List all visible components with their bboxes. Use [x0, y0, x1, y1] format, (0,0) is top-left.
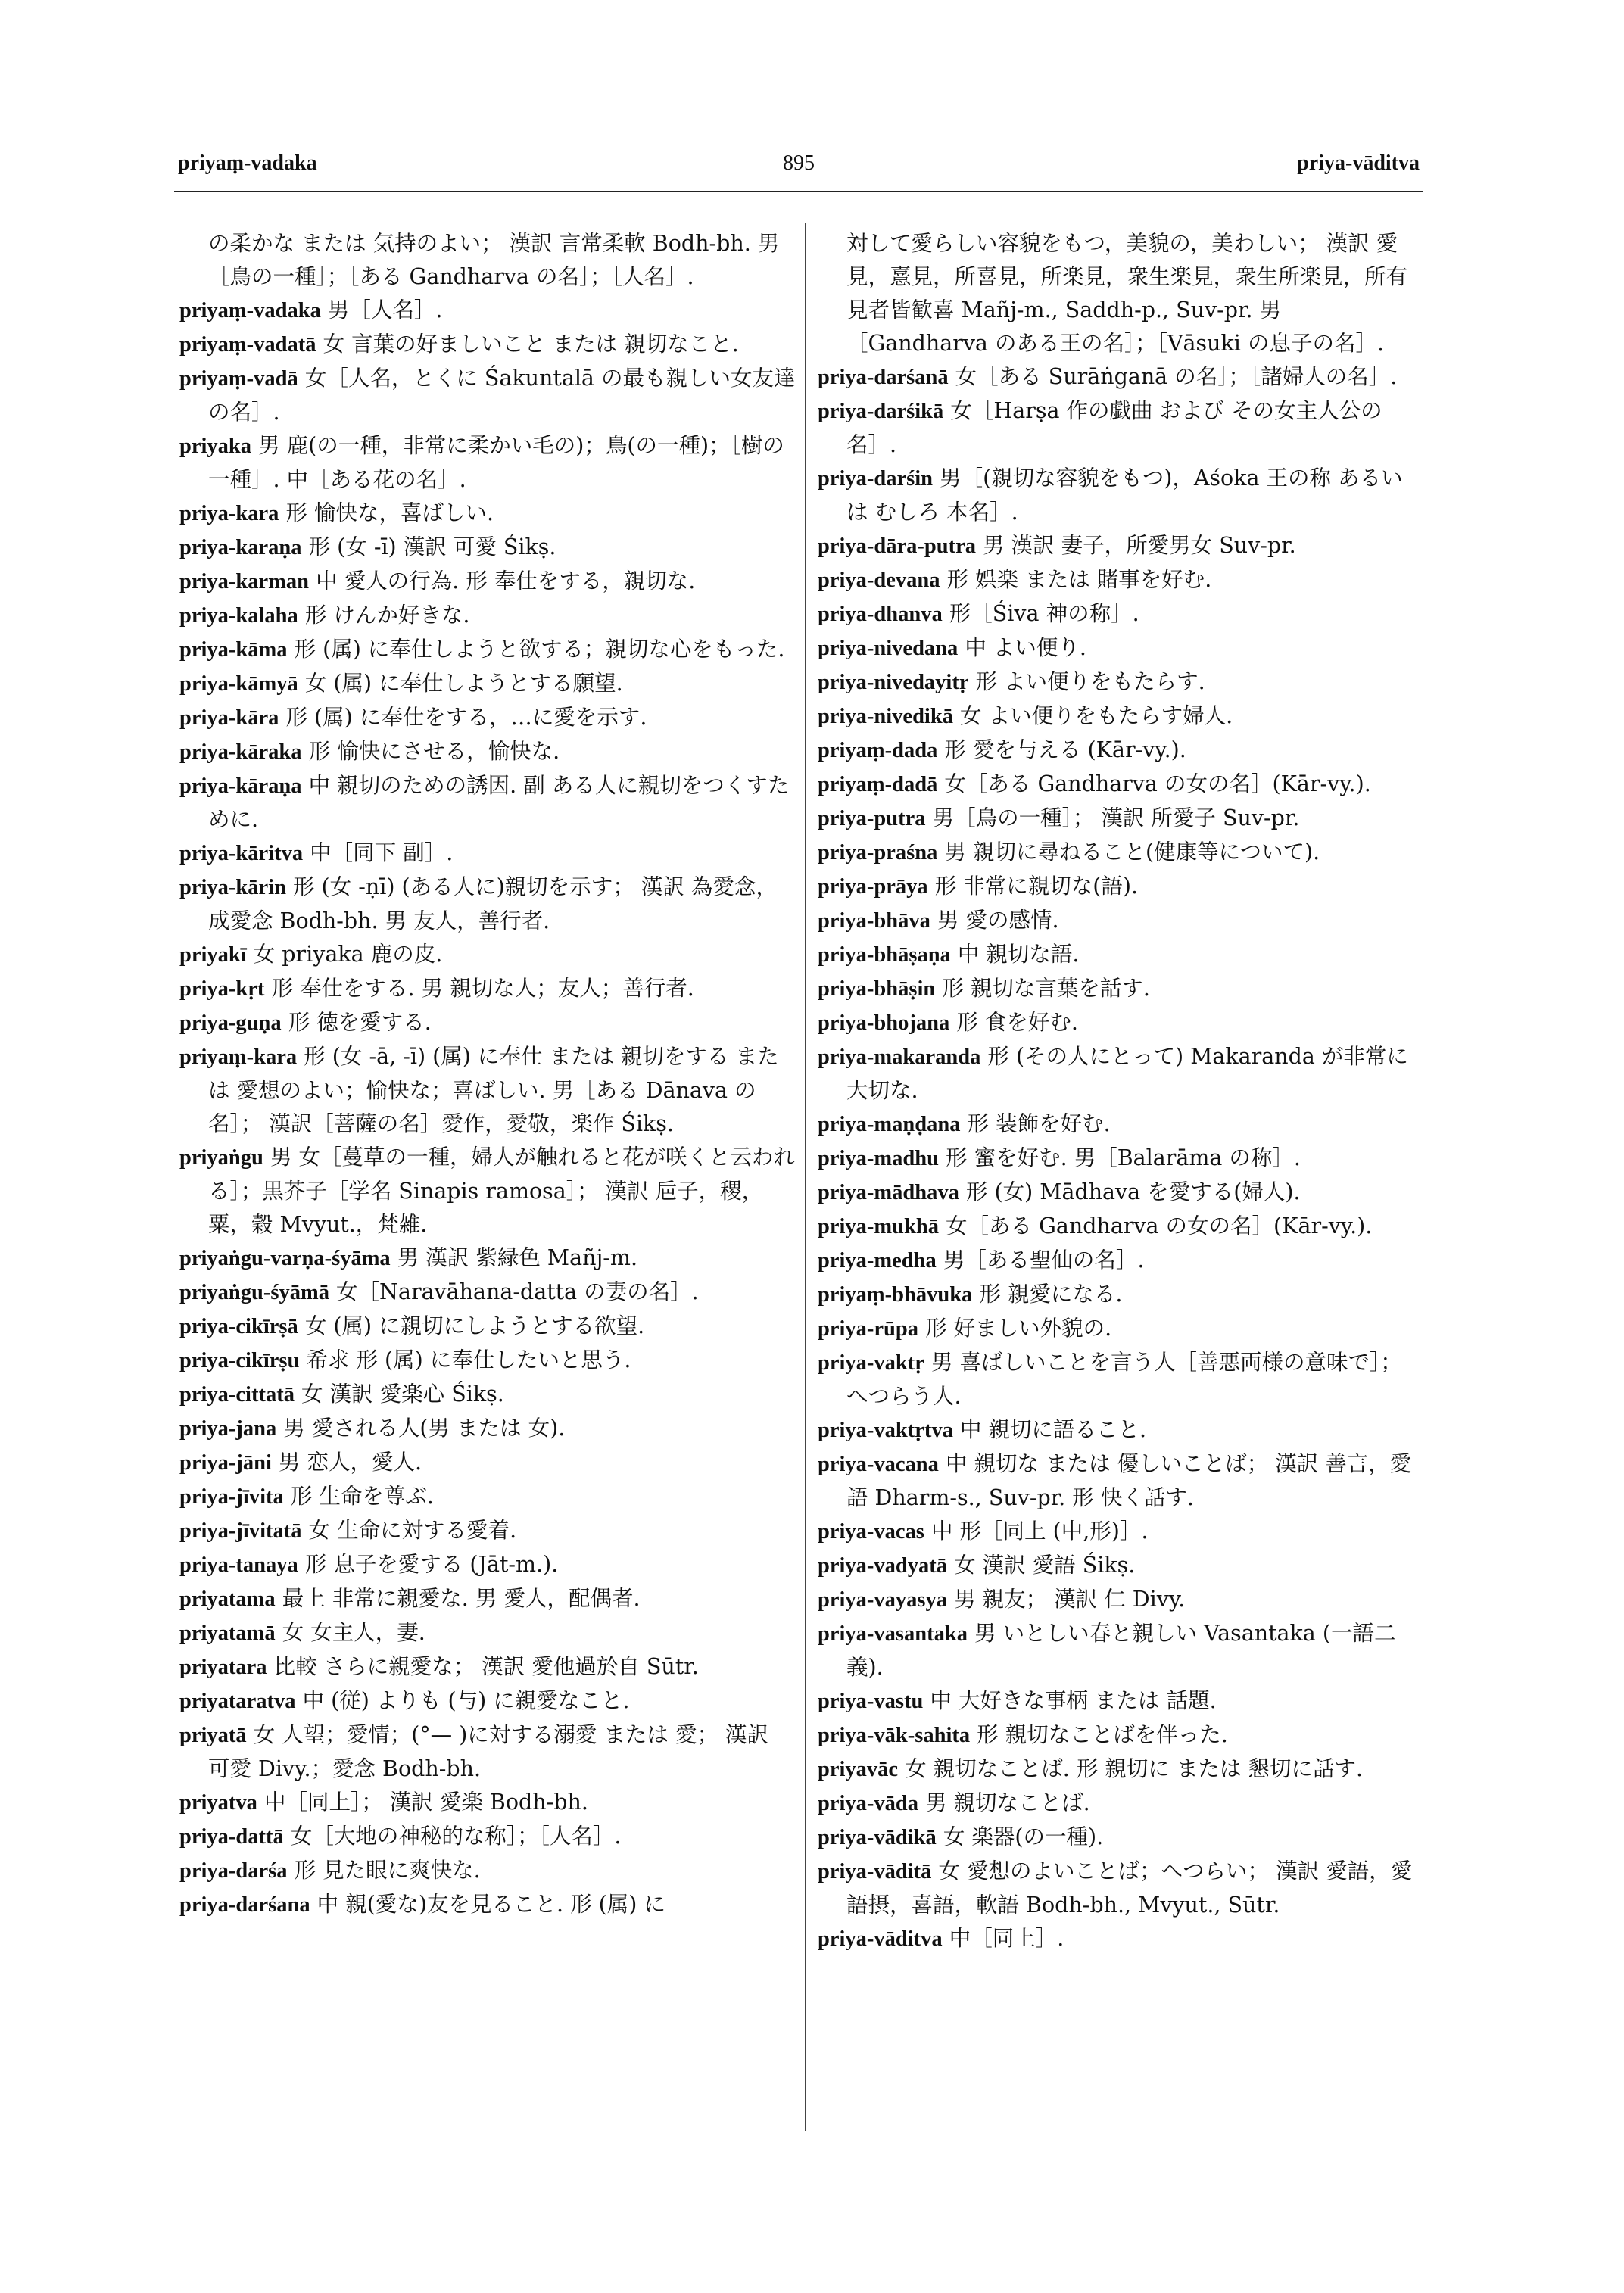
entry-headword: priya-vaktṛ — [818, 1351, 924, 1375]
dictionary-entry — [179, 1276, 796, 1310]
entry-headword: priya-jana — [179, 1417, 277, 1441]
dictionary-entry — [818, 1413, 1420, 1447]
dictionary-entry — [179, 1718, 796, 1786]
entry-definition: 形 好ましい外貌の. — [925, 1316, 1112, 1341]
entry-headword: priya-karaṇa — [179, 536, 302, 559]
running-head-right: priya-vāditva — [1297, 151, 1420, 175]
entry-headword: priya-mukhā — [818, 1215, 939, 1238]
entry-definition: 形 (女 -ā, -ī) (属) に奉仕 または 親切をする または 愛想のよい；愉快な；喜ばしい. 男［ある Dānava の名］； 漢訳［菩薩の名］愛作，愛敬，楽作 Śikṣ. — [208, 1044, 779, 1136]
dictionary-entry — [818, 563, 1420, 597]
entry-definition: 男 恋人，愛人. — [278, 1450, 422, 1475]
dictionary-entry — [818, 904, 1420, 938]
dictionary-entry — [818, 938, 1420, 972]
entry-definition: 男［ある聖仙の名］. — [943, 1248, 1145, 1273]
entry-definition: 女 女主人，妻. — [282, 1620, 425, 1645]
dictionary-entry — [179, 1514, 796, 1548]
entry-definition: 男［人名］. — [327, 298, 443, 322]
entry-definition: 形 見た眼に爽快な. — [294, 1858, 481, 1883]
dictionary-entry — [818, 1346, 1420, 1413]
entry-headword: priyaṃ-dada — [818, 739, 938, 762]
entry-headword: priyaṃ-dadā — [818, 773, 938, 796]
entry-definition: 中 よい便り. — [965, 635, 1086, 660]
dictionary-entry — [179, 633, 796, 667]
dictionary-entry — [179, 769, 796, 837]
entry-definition: 男 親友； 漢訳 仁 Divy. — [954, 1587, 1186, 1612]
entry-headword: priya-kāraṇa — [179, 774, 302, 798]
entry-headword: priya-cikīrṣā — [179, 1315, 298, 1338]
entry-headword: priya-vaktṛtva — [818, 1419, 953, 1442]
entry-headword: priya-jāni — [179, 1451, 272, 1475]
entry-definition: 中 (従) よりも (与) に親愛なこと. — [302, 1688, 630, 1713]
dictionary-entry — [818, 1855, 1420, 1922]
running-head — [178, 151, 1420, 186]
entry-definition: 女［Naravāhana-datta の妻の名］. — [336, 1279, 699, 1304]
entry-definition: 最上 非常に親愛な. 男 愛人，配偶者. — [282, 1586, 641, 1611]
entry-headword: priya-nivedikā — [818, 705, 953, 728]
dictionary-entry — [179, 1006, 796, 1040]
entry-headword: priya-bhojana — [818, 1011, 950, 1035]
entry-definition: 中 親切な または 優しいことば； 漢訳 善言，愛語 Dharm-s., Suv-pr. 形 快く話す. — [846, 1451, 1412, 1510]
entry-definition: 男 喜ばしいことを言う人［善悪両様の意味で］；へつらう人. — [846, 1350, 1402, 1409]
entry-definition: 形 愛を与える (Kār-vy.). — [944, 737, 1186, 762]
entry-definition: 形 奉仕をする. 男 親切な人；友人；善行者. — [271, 976, 694, 1001]
entry-headword: priya-guṇa — [179, 1011, 282, 1035]
entry-headword: priya-vāditva — [818, 1927, 943, 1951]
entry-definition: 形 愉快にさせる，愉快な. — [308, 739, 560, 764]
entry-definition: 男 女［蔓草の一種，婦人が触れると花が咲くと云われる］；黒芥子［学名 Sinapis ramosa］； 漢訳 巵子，稷，粟，穀 Mvyut.，梵雑. — [208, 1145, 795, 1237]
dictionary-entry — [818, 462, 1420, 529]
page-number: 895 — [783, 151, 815, 175]
entry-definition: 男 愛の感情. — [937, 908, 1059, 933]
dictionary-entry — [818, 394, 1420, 462]
dictionary-entry — [818, 768, 1420, 802]
entry-definition: 形 食を好む. — [956, 1010, 1078, 1035]
entry-headword: priya-rūpa — [818, 1317, 919, 1341]
entry-definition: 中 愛人の行為. 形 奉仕をする，親切な. — [316, 569, 696, 594]
entry-definition: 女［ある Surāṅganā の名］；［諸婦人の名］. — [955, 364, 1398, 389]
entry-definition: 形 (属) に奉仕しようと欲する；親切な心をもった. — [294, 637, 785, 662]
dictionary-entry — [179, 1040, 796, 1141]
entry-headword: priya-darśa — [179, 1859, 288, 1883]
dictionary-entry — [818, 1142, 1420, 1176]
entry-definition: 中 親切のための誘因. 副 ある人に親切をつくすために. — [208, 773, 790, 832]
dictionary-entry — [818, 1718, 1420, 1752]
dictionary-entry — [179, 972, 796, 1006]
entry-definition: 女 愛想のよいことば；へつらい； 漢訳 愛語，愛語摂，喜語，軟語 Bodh-bh., Mvyut., Sūtr. — [846, 1858, 1413, 1918]
entry-definition: 中 親切に語ること. — [959, 1417, 1147, 1442]
dictionary-entry — [818, 1006, 1420, 1040]
dictionary-entry — [179, 1650, 796, 1684]
entry-headword: priya-vastu — [818, 1690, 924, 1713]
dictionary-entry — [179, 429, 796, 497]
entry-definition: 中 親切な語. — [957, 942, 1080, 967]
entry-headword: priya-tanaya — [179, 1553, 298, 1577]
entry-definition: 男 漢訳 妻子，所愛男女 Suv-pr. — [983, 533, 1296, 558]
entry-headword: priya-darśikā — [818, 400, 944, 423]
entry-headword: priyaṅgu-śyāmā — [179, 1281, 329, 1304]
dictionary-entry — [179, 701, 796, 735]
dictionary-entry — [818, 665, 1420, 699]
entry-headword: priyatamā — [179, 1622, 276, 1645]
entry-headword: priya-vadyatā — [818, 1554, 947, 1578]
dictionary-entry — [818, 1752, 1420, 1787]
entry-headword: priyaṃ-vadatā — [179, 333, 316, 357]
entry-definition: 男 いとしい春と親しい Vasantaka (一語二義). — [846, 1621, 1396, 1680]
entry-headword: priya-praśna — [818, 841, 938, 865]
entry-definition: 中 形［同上 (中,形)］. — [930, 1519, 1149, 1544]
entry-headword: priya-kāma — [179, 638, 288, 662]
dictionary-entry — [818, 529, 1420, 563]
entry-headword: priya-vacana — [818, 1453, 939, 1476]
dictionary-entry — [818, 734, 1420, 768]
dictionary-entry — [179, 294, 796, 328]
dictionary-entry — [818, 1040, 1420, 1108]
dictionary-entry — [818, 1108, 1420, 1142]
entry-headword: priya-darśana — [179, 1893, 310, 1917]
dictionary-entry — [179, 1854, 796, 1888]
entry-definition: 女［ある Gandharva の女の名］(Kār-vy.). — [944, 771, 1371, 796]
entry-definition: 女 親切なことば. 形 親切に または 懇切に話す. — [905, 1756, 1364, 1781]
dictionary-entry — [818, 1922, 1420, 1956]
entry-definition: 男［(親切な容貌をもつ)，Aśoka 王の称 あるいは むしろ 本名］. — [846, 466, 1403, 525]
dictionary-entry — [818, 1549, 1420, 1583]
dictionary-entry — [179, 1412, 796, 1446]
dictionary-entry — [179, 938, 796, 972]
entry-definition: 形 (女 -ṇī) (ある人に)親切を示す； 漢訳 為愛念，成愛念 Bodh-bh. 男 友人，善行者. — [208, 874, 778, 933]
entry-definition: 中［同上］. — [949, 1926, 1064, 1951]
entry-headword: priyaka — [179, 435, 252, 458]
entry-headword: priya-madhu — [818, 1147, 939, 1170]
dictionary-entry — [818, 631, 1420, 665]
entry-definition: 女［大地の神秘的な称］；［人名］. — [290, 1824, 622, 1849]
entry-definition: 形 蜜を好む. 男［Balarāma の称］. — [946, 1145, 1301, 1170]
entry-definition: 女 (属) に奉仕しようとする願望. — [304, 671, 623, 696]
dictionary-entry — [179, 735, 796, 769]
entry-definition: 形 (女 -ī) 漢訳 可愛 Śikṣ. — [308, 534, 556, 559]
left-column — [179, 227, 796, 1922]
entry-definition: 比較 さらに親愛な； 漢訳 愛他過於自 Sūtr. — [273, 1654, 699, 1679]
entry-headword: priya-kārin — [179, 876, 286, 899]
entry-definition: 形 娯楽 または 賭事を好む. — [946, 567, 1212, 592]
dictionary-entry — [818, 597, 1420, 631]
dictionary-entry — [818, 1278, 1420, 1312]
entry-headword: priya-kṛt — [179, 977, 265, 1001]
entry-headword: priyaṃ-kara — [179, 1045, 298, 1069]
entry-headword: priya-nivedayitṛ — [818, 671, 969, 694]
dictionary-entry — [818, 802, 1420, 836]
dictionary-entry — [818, 1312, 1420, 1346]
dictionary-entry — [818, 836, 1420, 870]
entry-definition: 女［人名，とくに Śakuntalā の最も親しい女友達の名］. — [208, 366, 796, 425]
entry-definition: 形 非常に親切な(語). — [934, 874, 1139, 899]
entry-definition: 形 愉快な，喜ばしい. — [285, 500, 494, 525]
entry-definition: 男 鹿(の一種，非常に柔かい毛の)；鳥(の一種)；［樹の一種］. 中［ある花の名］. — [208, 433, 784, 492]
entry-headword: priya-prāya — [818, 875, 928, 899]
entry-definition: 中 大好きな事柄 または 話題. — [930, 1688, 1217, 1713]
entry-definition: 女 priyaka 鹿の皮. — [253, 942, 443, 967]
dictionary-entry — [818, 699, 1420, 734]
dictionary-entry — [818, 1176, 1420, 1210]
entry-headword: priya-makaranda — [818, 1045, 981, 1069]
entry-headword: priya-bhāva — [818, 909, 930, 933]
entry-headword: priya-karman — [179, 570, 309, 594]
entry-headword: priya-bhāṣaṇa — [818, 943, 951, 967]
entry-headword: priyaṅgu-varṇa-śyāma — [179, 1247, 391, 1270]
entry-headword: priyaṅgu — [179, 1146, 263, 1170]
entry-headword: priyaṃ-vadaka — [179, 299, 321, 322]
dictionary-entry — [818, 1244, 1420, 1278]
column-divider — [805, 223, 806, 2131]
dictionary-entry — [818, 227, 1420, 360]
entry-definition: 男 親切なことば. — [925, 1790, 1090, 1815]
dictionary-entry — [818, 1583, 1420, 1617]
dictionary-entry — [818, 1617, 1420, 1684]
entry-definition: 女 よい便りをもたらす婦人. — [960, 703, 1233, 728]
entry-headword: priyataratva — [179, 1690, 296, 1713]
entry-definition: 形 (女) Mādhava を愛する(婦人). — [965, 1179, 1301, 1204]
dictionary-entry — [179, 1888, 796, 1922]
dictionary-entry — [179, 497, 796, 531]
dictionary-entry — [179, 1446, 796, 1480]
entry-headword: priya-devana — [818, 569, 940, 592]
entry-definition: 女［ある Gandharva の女の名］(Kār-vy.). — [946, 1213, 1373, 1238]
entry-definition: 形［Śiva 神の称］. — [949, 601, 1139, 626]
entry-definition: 形 徳を愛する. — [288, 1010, 432, 1035]
dictionary-entry — [179, 1616, 796, 1650]
entry-headword: priya-dattā — [179, 1825, 284, 1849]
entry-headword: priya-nivedana — [818, 637, 959, 660]
dictionary-entry — [179, 1242, 796, 1276]
dictionary-entry — [179, 328, 796, 362]
entry-definition: 女 (属) に親切にしようとする欲望. — [304, 1313, 645, 1338]
dictionary-entry — [179, 1582, 796, 1616]
entry-definition: 形 よい便りをもたらす. — [975, 669, 1205, 694]
entry-headword: priyakī — [179, 943, 247, 967]
dictionary-entry — [179, 1378, 796, 1412]
entry-definition: の柔かな または 気持のよい； 漢訳 言常柔軟 Bodh-bh. 男［鳥の一種］；［ある Gandharva の名］；［人名］. — [208, 231, 780, 289]
entry-definition: 女 人望；愛情；(°— )に対する溺愛 または 愛； 漢訳 可愛 Divy.；愛念 Bodh-bh. — [208, 1722, 769, 1781]
dictionary-entry — [179, 1480, 796, 1514]
entry-headword: priya-jīvitatā — [179, 1519, 302, 1543]
entry-definition: 希求 形 (属) に奉仕したいと思う. — [306, 1347, 631, 1372]
entry-definition: 男 親切に尋ねること(健康等について). — [944, 840, 1320, 865]
entry-definition: 女 漢訳 愛楽心 Śikṣ. — [301, 1382, 504, 1407]
dictionary-entry — [818, 1787, 1420, 1821]
entry-definition: 女 言葉の好ましいこと または 親切なこと. — [323, 332, 739, 357]
entry-headword: priya-cittatā — [179, 1383, 295, 1407]
entry-headword: priyatā — [179, 1724, 247, 1747]
entry-definition: 男 漢訳 紫緑色 Mañj-m. — [397, 1245, 638, 1270]
entry-definition: 女 生命に対する愛着. — [308, 1518, 517, 1543]
header-rule — [174, 191, 1423, 192]
entry-headword: priya-darśin — [818, 467, 934, 491]
entry-headword: priya-kāmyā — [179, 672, 298, 696]
dictionary-entry — [179, 599, 796, 633]
entry-headword: priya-kara — [179, 502, 279, 525]
dictionary-entry — [179, 1344, 796, 1378]
dictionary-entry — [818, 870, 1420, 904]
entry-definition: 男 愛される人(男 または 女). — [283, 1416, 566, 1441]
entry-definition: 対して愛らしい容貌をもつ，美貌の，美わしい； 漢訳 愛見，憙見，所喜見，所楽見，衆生楽見，衆生所楽見，所有見者皆歓喜 Mañj-m., Saddh-p., Suv-pr. 男［Gandharva のある王の名］；［Vāsuki の息子の名］. — [846, 231, 1408, 356]
dictionary-entry — [179, 1548, 796, 1582]
dictionary-entry — [179, 667, 796, 701]
dictionary-entry — [179, 1820, 796, 1854]
dictionary-entry — [818, 1684, 1420, 1718]
entry-definition: 形 けんか好きな. — [304, 603, 470, 628]
entry-headword: priya-medha — [818, 1249, 937, 1273]
entry-definition: 女 漢訳 愛語 Śikṣ. — [954, 1553, 1136, 1578]
entry-definition: 中［同上］； 漢訳 愛楽 Bodh-bh. — [263, 1790, 588, 1815]
dictionary-entry — [818, 1210, 1420, 1244]
entry-headword: priya-vayasya — [818, 1588, 947, 1612]
dictionary-entry — [179, 1141, 796, 1242]
entry-definition: 中［同下 副］. — [310, 840, 454, 865]
entry-headword: priya-putra — [818, 807, 926, 830]
entry-definition: 形 (属) に奉仕をする，…に愛を示す. — [285, 705, 647, 730]
dictionary-entry — [818, 1821, 1420, 1855]
entry-definition: 中 親(愛な)友を見ること. 形 (属) に — [316, 1892, 665, 1917]
dictionary-entry — [179, 1786, 796, 1820]
dictionary-entry — [179, 1310, 796, 1344]
entry-headword: priya-vāda — [818, 1792, 919, 1815]
entry-headword: priyatama — [179, 1587, 276, 1611]
dictionary-entry — [818, 1515, 1420, 1549]
dictionary-entry — [179, 871, 796, 938]
dictionary-entry — [818, 1447, 1420, 1515]
dictionary-entry — [179, 362, 796, 429]
dictionary-entry — [818, 972, 1420, 1006]
right-column — [818, 227, 1420, 1956]
dictionary-entry — [179, 227, 796, 294]
entry-definition: 形 装飾を好む. — [967, 1111, 1111, 1136]
entry-headword: priya-mādhava — [818, 1181, 959, 1204]
entry-headword: priya-kāritva — [179, 842, 304, 865]
entry-headword: priya-vāk-sahita — [818, 1724, 971, 1747]
entry-headword: priya-maṇḍana — [818, 1113, 961, 1136]
entry-headword: priya-kāraka — [179, 740, 302, 764]
dictionary-entry — [179, 1684, 796, 1718]
dictionary-entry — [179, 837, 796, 871]
entry-headword: priyatara — [179, 1656, 267, 1679]
entry-headword: priya-dāra-putra — [818, 534, 976, 558]
entry-definition: 形 親切な言葉を話す. — [942, 976, 1150, 1001]
entry-definition: 形 (その人にとって) Makaranda が非常に大切な. — [846, 1044, 1408, 1103]
entry-headword: priya-kāra — [179, 706, 279, 730]
entry-definition: 形 親切なことばを伴った. — [977, 1722, 1228, 1747]
entry-headword: priya-vādikā — [818, 1826, 937, 1849]
entry-headword: priya-vāditā — [818, 1860, 932, 1883]
entry-definition: 形 生命を尊ぶ. — [290, 1484, 434, 1509]
entry-definition: 女［Harṣa 作の戯曲 および その女主人公の名］. — [846, 398, 1382, 457]
entry-headword: priya-jīvita — [179, 1485, 284, 1509]
dictionary-entry — [179, 531, 796, 565]
running-head-left: priyaṃ-vadaka — [178, 151, 317, 175]
entry-definition: 女 楽器(の一種). — [943, 1824, 1104, 1849]
entry-definition: 形 息子を愛する (Jāt-m.). — [304, 1552, 559, 1577]
dictionary-entry — [179, 565, 796, 599]
entry-headword: priya-vacas — [818, 1520, 924, 1544]
entry-headword: priya-dhanva — [818, 603, 943, 626]
entry-definition: 形 親愛になる. — [979, 1282, 1123, 1307]
entry-headword: priya-kalaha — [179, 604, 298, 628]
dictionary-entry — [818, 360, 1420, 394]
entry-headword: priyatva — [179, 1791, 257, 1815]
entry-headword: priya-bhāṣin — [818, 977, 936, 1001]
entry-headword: priya-darśanā — [818, 366, 949, 389]
entry-headword: priyaṃ-vadā — [179, 367, 298, 391]
entry-headword: priya-vasantaka — [818, 1622, 968, 1646]
entry-headword: priyaṃ-bhāvuka — [818, 1283, 973, 1307]
entry-definition: 男［鳥の一種］； 漢訳 所愛子 Suv-pr. — [932, 805, 1300, 830]
entry-headword: priyavāc — [818, 1758, 899, 1781]
entry-headword: priya-cikīrṣu — [179, 1349, 300, 1372]
